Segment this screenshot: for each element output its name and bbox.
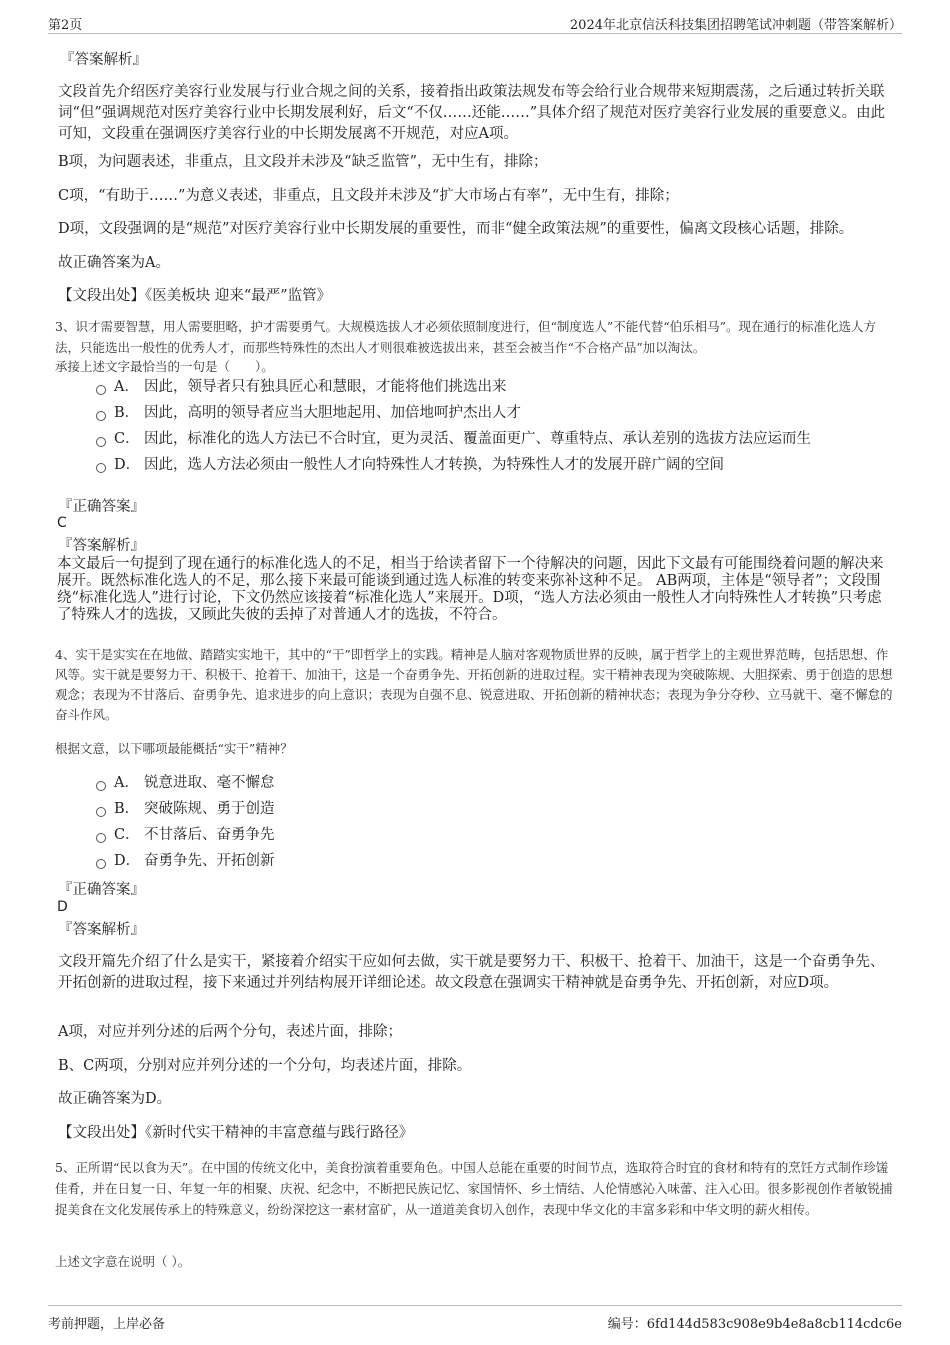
radio-button[interactable] [96, 411, 106, 421]
analysis-paragraph: A项，对应并列分述的后两个分句，表述片面，排除； [58, 1024, 402, 1040]
question-stem: 5、正所谓“民以食为天”。在中国的传统文化中，美食扮演着重要角色。中国人总能在重要的时间节点，选取符合时宜的食材和特有的烹饪方式制作珍馐佳肴，并在日复一日、年复一年的相聚、庆祝、纪念中，不断把民族记忆、家国情怀、乡土情结、人伦情感沁入味蕾、注入心田。很多影视创作者敏锐捕捉美食在文化发展传承上的特殊意义，纷纷深挖这一素材富矿，从一道道美食切入创作，表现中华文化的丰富多彩和中华文明的薪火相传。 [55, 1160, 893, 1217]
option-b[interactable] [96, 403, 521, 423]
radio-button[interactable] [96, 833, 106, 843]
radio-button[interactable] [96, 463, 106, 473]
analysis-paragraph: B项，为问题表述，非重点，且文段并未涉及“缺乏监管”，无中生有，排除； [58, 154, 548, 170]
question-stem: 3、识才需要智慧，用人需要胆略，护才需要勇气。大规模选拔人才必须依照制度进行，但“制度选人”不能代替“伯乐相马”。现在通行的标准化选人方法，只能选出一般性的优秀人才，而那些特殊性的杰出人才则很难被选拔出来，甚至会被当作“不合格产品”加以淘汰。 [55, 319, 877, 355]
header-divider [48, 33, 902, 34]
correct-answer-statement: 故正确答案为A。 [58, 255, 170, 271]
option-text: 因此，高明的领导者应当大胆地起用、加倍地呵护杰出人才 [144, 405, 521, 421]
text-source: 【文段出处】《医美板块 迎来“最严”监管》 [58, 288, 332, 304]
option-text: 不甘落后、奋勇争先 [144, 827, 275, 843]
option-label: D． [114, 853, 141, 869]
document-code: 编号：6fd144d583c908e9b4e8a8cb114cdc6e [607, 1317, 902, 1332]
option-label: C． [114, 431, 140, 447]
question-prompt: 承接上述文字最恰当的一句是（ ）。 [55, 359, 274, 374]
correct-answer-statement: 故正确答案为D。 [58, 1091, 172, 1107]
option-label: C． [114, 827, 140, 843]
radio-button[interactable] [96, 385, 106, 395]
footer-divider [48, 1305, 902, 1306]
radio-button[interactable] [96, 859, 106, 869]
document-title: 2024年北京信沃科技集团招聘笔试冲刺题（带答案解析） [569, 18, 902, 33]
option-d[interactable] [96, 851, 275, 871]
question-prompt: 根据文意，以下哪项最能概括“实干”精神？ [55, 741, 293, 756]
question-stem: 4、实干是实实在在地做、踏踏实实地干，其中的“干”即哲学上的实践。精神是人脑对客观物质世界的反映，属于哲学上的主观世界范畴，包括思想、作风等。实干就是要努力干、积极干、抢着干、加油干，这是一个奋勇争先、开拓创新的进取过程。实干精神表现为突破陈规、大胆探索、勇于创造的思想观念；表现为不甘落后、奋勇争先、追求进步的向上意识；表现为自强不息、锐意进取、开拓创新的精神状态；表现为争分夺秒、立马就干、毫不懈怠的奋斗作风。 [55, 647, 893, 722]
analysis-paragraph: 文段开篇先介绍了什么是实干，紧接着介绍实干应如何去做，实干就是要努力干、积极干、抢着干、加油干，这是一个奋勇争先、开拓创新的进取过程，接下来通过并列结构展开详细论述。故文段意在强调实干精神就是奋勇争先、开拓创新，对应D项。 [58, 954, 885, 991]
question-prompt: 上述文字意在说明（ ）。 [55, 1254, 191, 1269]
option-a[interactable] [96, 773, 275, 793]
option-label: A． [114, 775, 139, 791]
option-c[interactable] [96, 429, 811, 449]
analysis-paragraph: D项，文段强调的是“规范”对医疗美容行业中长期发展的重要性，而非“健全政策法规”的重要性，偏离文段核心话题，排除。 [58, 221, 854, 237]
page-number: 第2页 [48, 18, 83, 33]
analysis-paragraph: B、C两项，分别对应并列分述的一个分句，均表述片面，排除。 [58, 1058, 472, 1074]
option-a[interactable] [96, 377, 507, 397]
option-label: B． [114, 405, 140, 421]
option-d[interactable] [96, 455, 724, 475]
analysis-label: 『答案解析』 [58, 538, 145, 554]
option-text: 因此，选人方法必须由一般性人才向特殊性人才转换，为特殊性人才的发展开辟广阔的空间 [144, 457, 724, 473]
analysis-label: 『答案解析』 [60, 52, 147, 68]
option-text: 突破陈规、勇于创造 [144, 801, 275, 817]
option-text: 锐意进取、毫不懈怠 [144, 775, 275, 791]
correct-answer-label: 『正确答案』 [58, 499, 145, 515]
option-c[interactable] [96, 825, 275, 845]
correct-answer-label: 『正确答案』 [58, 882, 145, 898]
correct-answer: D [57, 899, 68, 915]
option-text: 因此，标准化的选人方法已不合时宜，更为灵活、覆盖面更广、尊重特点、承认差别的选拔方法应运而生 [144, 431, 811, 447]
analysis-label: 『答案解析』 [58, 922, 145, 938]
analysis-paragraph: 本文最后一句提到了现在通行的标准化选人的不足，相当于给读者留下一个待解决的问题，因此下文最有可能围绕着问题的解决来展开。既然标准化选人的不足，那么接下来最可能谈到通过选人标准的转变来弥补这种不足。 AB两项，主体是“领导者”；文段围绕“标准化选人”进行讨论，下文仍然应该接着“标准化选人”来展开。D项，“选人方法必须由一般性人才向特殊性人才转换”只考虑了特殊人才的选拔，又顾此失彼的丢掉了对普通人才的选拔，不符合。 [57, 556, 884, 623]
radio-button[interactable] [96, 781, 106, 791]
option-label: A． [114, 379, 139, 395]
option-label: D． [114, 457, 141, 473]
option-text: 因此，领导者只有独具匠心和慧眼，才能将他们挑选出来 [144, 379, 507, 395]
option-text: 奋勇争先、开拓创新 [144, 853, 275, 869]
radio-button[interactable] [96, 437, 106, 447]
option-label: B． [114, 801, 140, 817]
radio-button[interactable] [96, 807, 106, 817]
footer-slogan: 考前押题，上岸必备 [48, 1317, 166, 1332]
text-source: 【文段出处】《新时代实干精神的丰富意蕴与践行路径》 [58, 1125, 414, 1141]
option-b[interactable] [96, 799, 275, 819]
analysis-paragraph: C项，“有助于……”为意义表述，非重点，且文段并未涉及“扩大市场占有率”，无中生有，排除； [58, 188, 679, 204]
correct-answer: C [57, 515, 67, 531]
analysis-paragraph: 文段首先介绍医疗美容行业发展与行业合规之间的关系，接着指出政策法规发布等会给行业合规带来短期震荡，之后通过转折关联词“但”强调规范对医疗美容行业中长期发展利好，后文“不仅……还能……”具体介绍了规范对医疗美容行业发展的重要意义。由此可知，文段重在强调医疗美容行业的中长期发展离不开规范，对应A项。 [58, 84, 886, 142]
